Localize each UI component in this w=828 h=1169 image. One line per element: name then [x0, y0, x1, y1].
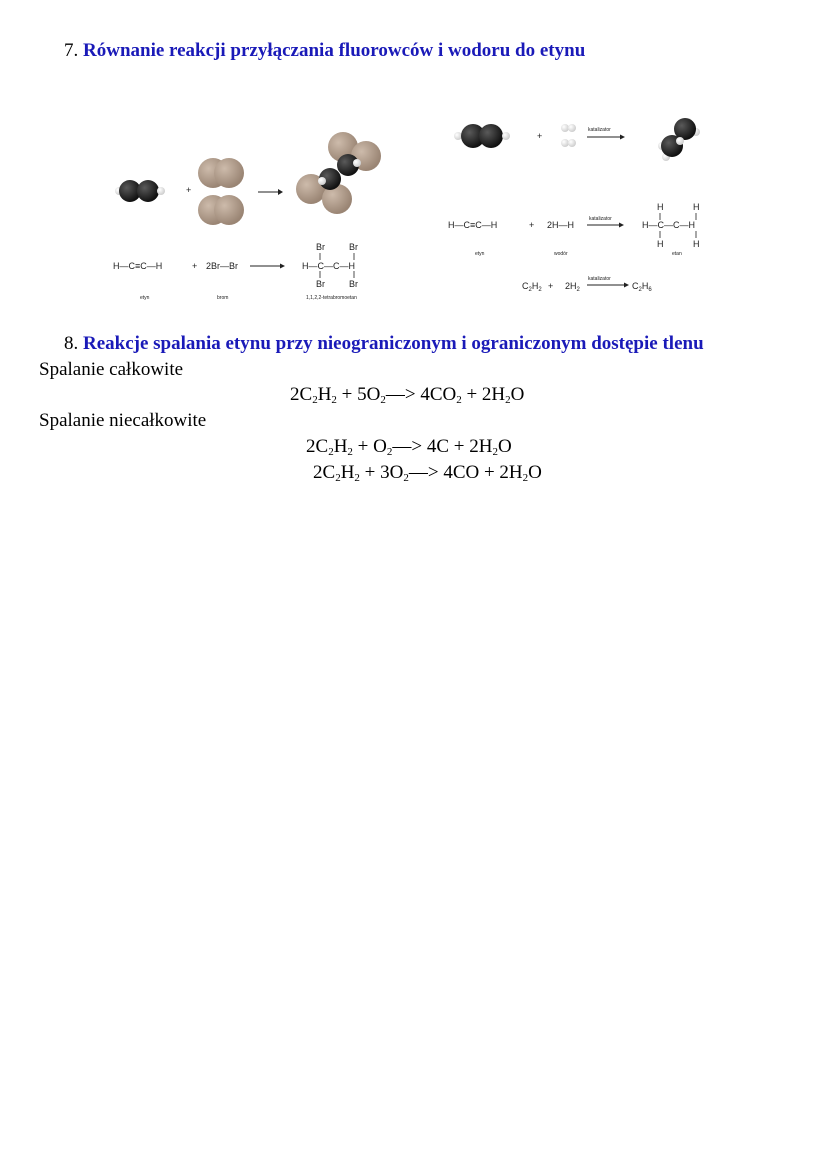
ethyne-molecule-model — [115, 180, 165, 202]
product-structural-formula: H—C—C—H — [642, 220, 695, 230]
incomplete-combustion-equation-2: $2C_2H_2$ + $3O_2—> 4CO + 2H_2O$ — [313, 462, 542, 484]
hydrogen-molecule-model — [561, 124, 576, 132]
section-7-heading — [64, 40, 585, 62]
caption-product: etan — [672, 251, 682, 257]
catalyst-label: katalizator — [588, 276, 611, 282]
reaction-arrow — [587, 283, 629, 288]
bromine-addition-figure — [100, 120, 420, 310]
plus-sign: + — [529, 220, 535, 230]
hydrogen-formula: 2H—H — [547, 220, 575, 230]
section-7-number: 7. — [64, 40, 79, 61]
complete-combustion-equation: $2C_2H_2$ + $5O_2—> 4CO_2 + 2H_2O$ — [290, 384, 525, 406]
tetrabromoethane-molecule-model — [296, 132, 381, 214]
bromine-molecule-model — [198, 158, 244, 188]
complete-combustion-label: Spalanie całkowite — [39, 359, 184, 380]
carbon-atom — [137, 180, 159, 202]
product-bromine-atom: Br — [316, 279, 325, 289]
product-hydrogen-atom: H — [693, 202, 700, 212]
hydrogen-atom — [157, 187, 165, 195]
plus-sign: + — [548, 281, 554, 291]
summary-hydrogen-formula: $2H_2$ — [565, 281, 580, 293]
product-bromine-atom: Br — [349, 279, 358, 289]
caption-ethyne: etyn — [140, 295, 150, 301]
plus-sign: + — [537, 131, 543, 141]
summary-ethane-formula: $C_2H_6$ — [632, 281, 652, 293]
section-8-heading — [64, 333, 704, 355]
product-bromine-atom: Br — [316, 242, 325, 252]
ethyne-molecule-model — [454, 124, 510, 148]
section-8-title: Reakcje spalania etynu przy nieograniczonym i ograniczonym dostępie tlenu — [83, 333, 704, 354]
incomplete-combustion-label: Spalanie niecałkowite — [39, 410, 207, 431]
reaction-arrow — [587, 135, 625, 140]
reaction-arrow — [250, 264, 285, 269]
catalyst-label: katalizator — [588, 127, 611, 133]
section-7-title: Równanie reakcji przyłączania fluorowców i wodoru do etynu — [83, 40, 586, 61]
caption-hydrogen: wodór — [554, 251, 568, 257]
hydrogen-molecule-model — [561, 139, 576, 147]
incomplete-combustion-equation-1: $2C_2H_2$ + $O_2—> 4C + 2H_2O$ — [306, 436, 512, 458]
plus-sign: + — [192, 261, 198, 271]
bromine-molecule-model — [198, 195, 244, 225]
plus-sign: + — [186, 185, 192, 195]
bromine-formula: 2Br—Br — [206, 261, 239, 271]
product-structural-formula: H—C—C—H — [302, 261, 355, 271]
ethyne-structural-formula: H—C≡C—H — [113, 261, 163, 271]
catalyst-label: katalizator — [589, 216, 612, 222]
caption-product: 1,1,2,2-tetrabromoetan — [306, 295, 357, 301]
ethyne-structural-formula: H—C≡C—H — [448, 220, 498, 230]
section-8-number: 8. — [64, 333, 79, 354]
product-hydrogen-atom: H — [657, 202, 664, 212]
reaction-arrow — [587, 223, 624, 228]
hydrogen-addition-figure — [440, 110, 740, 300]
ethane-molecule-model — [658, 118, 700, 161]
product-hydrogen-atom: H — [693, 239, 700, 249]
product-hydrogen-atom: H — [657, 239, 664, 249]
caption-ethyne: etyn — [475, 251, 485, 257]
caption-bromine: brom — [217, 295, 229, 301]
summary-ethyne-formula: $C_2H_2$ — [522, 281, 542, 293]
product-bromine-atom: Br — [349, 242, 358, 252]
reaction-arrow — [258, 189, 283, 195]
